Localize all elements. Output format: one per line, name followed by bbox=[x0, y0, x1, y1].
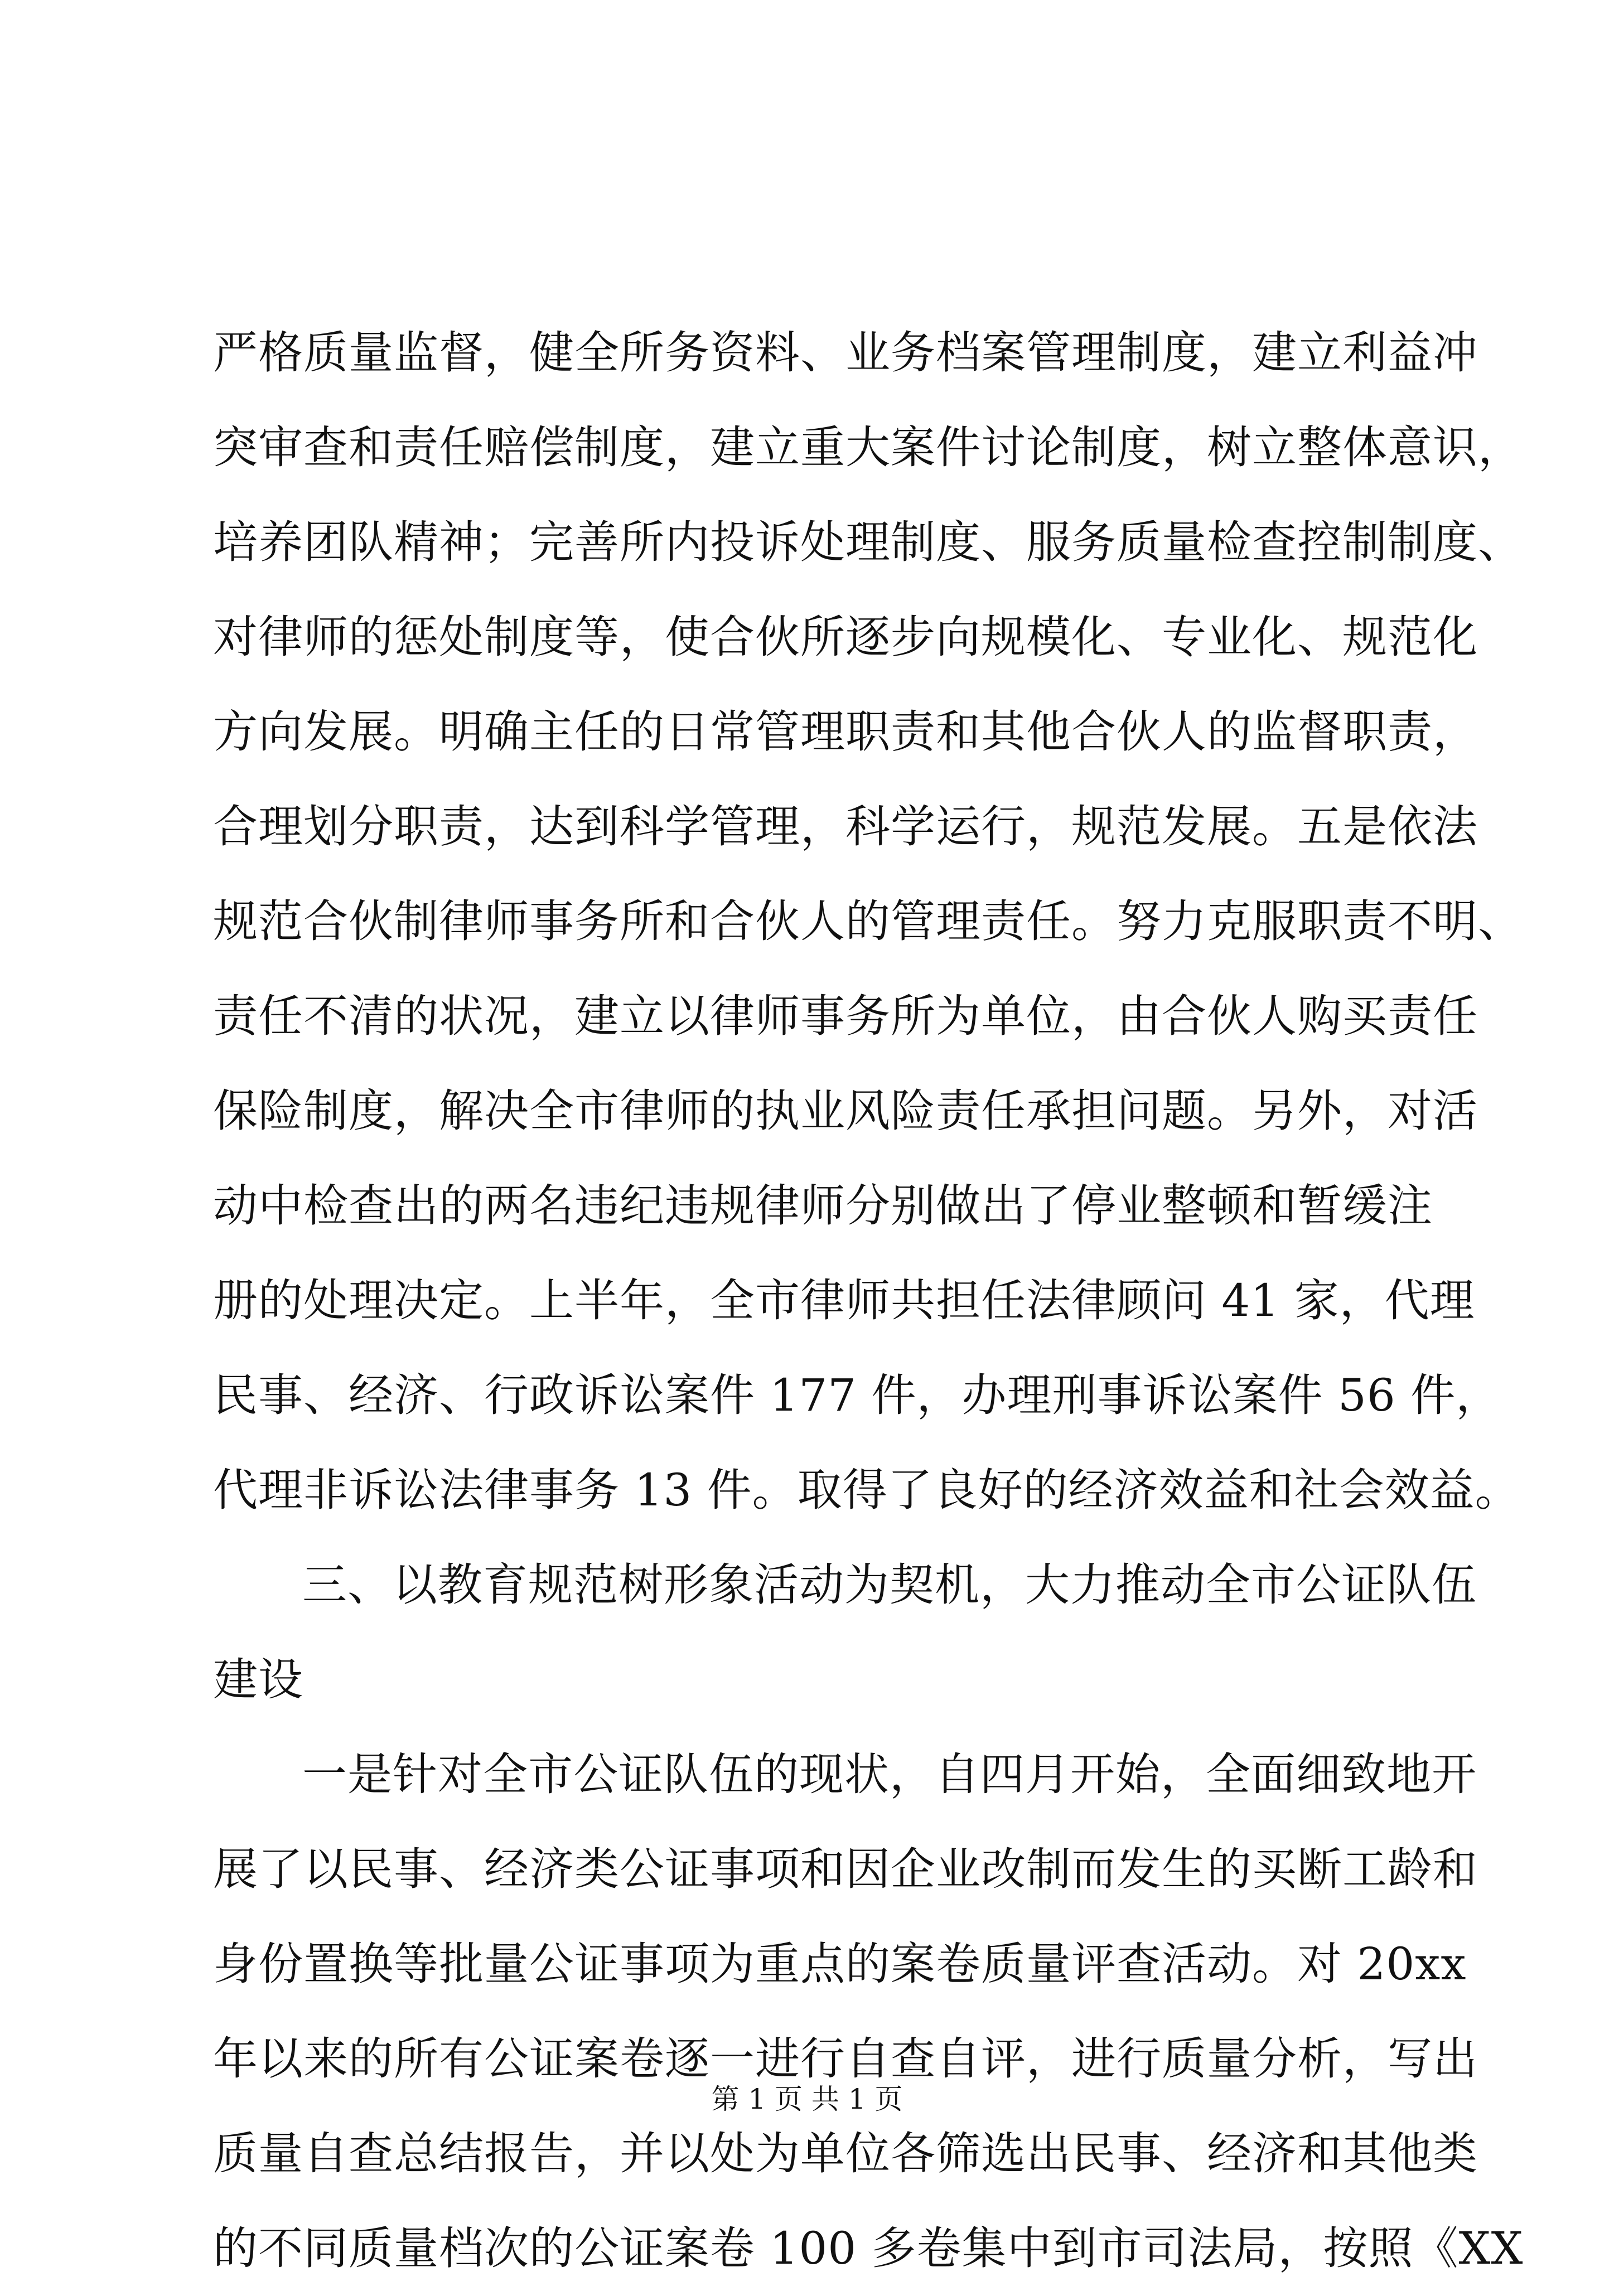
text-line: 代理非诉讼法律事务 13 件。取得了良好的经济效益和社会效益。 bbox=[213, 1464, 1520, 1516]
text-line: 保险制度，解决全市律师的执业风险责任承担问题。另外，对活 bbox=[213, 1085, 1478, 1137]
document-body bbox=[213, 306, 1524, 2296]
text-line: 质量自查总结报告，并以处为单位各筛选出民事、经济和其他类 bbox=[213, 2128, 1478, 2179]
page-number-footer: 第 1 页 共 1 页 bbox=[711, 2083, 903, 2115]
text-line: 严格质量监督，健全所务资料、业务档案管理制度，建立利益冲 bbox=[213, 327, 1478, 379]
text-line: 动中检查出的两名违纪违规律师分别做出了停业整顿和暂缓注 bbox=[213, 1180, 1433, 1232]
text-line: 合理划分职责，达到科学管理，科学运行，规范发展。五是依法 bbox=[213, 801, 1478, 852]
text-line: 身份置换等批量公证事项为重点的案卷质量评查活动。对 20xx bbox=[213, 1938, 1467, 1990]
text-line: 年以来的所有公证案卷逐一进行自查自评，进行质量分析，写出 bbox=[213, 2033, 1478, 2085]
text-line: 的不同质量档次的公证案卷 100 多卷集中到市司法局，按照《XX bbox=[213, 2222, 1524, 2274]
text-line: 责任不清的状况，建立以律师事务所为单位，由合伙人购买责任 bbox=[213, 990, 1478, 1042]
text-line: 培养团队精神；完善所内投诉处理制度、服务质量检查控制制度、 bbox=[213, 516, 1523, 568]
text-line: 规范合伙制律师事务所和合伙人的管理责任。努力克服职责不明、 bbox=[213, 895, 1523, 947]
text-line: 一是针对全市公证队伍的现状，自四月开始，全面细致地开 bbox=[302, 1748, 1477, 1800]
text-line: 突审查和责任赔偿制度，建立重大案件讨论制度，树立整体意识， bbox=[213, 422, 1523, 473]
text-line: 民事、经济、行政诉讼案件 177 件，办理刑事诉讼案件 56 件， bbox=[213, 1369, 1501, 1421]
text-line: 方向发展。明确主任的日常管理职责和其他合伙人的监督职责， bbox=[213, 706, 1478, 758]
section-heading-continued: 建设 bbox=[213, 1654, 303, 1706]
text-line: 对律师的惩处制度等，使合伙所逐步向规模化、专业化、规范化 bbox=[213, 611, 1478, 663]
text-line: 展了以民事、经济类公证事项和因企业改制而发生的买断工龄和 bbox=[213, 1843, 1478, 1895]
section-heading: 三、以教育规范树形象活动为契机，大力推动全市公证队伍 bbox=[302, 1559, 1477, 1611]
text-line: 册的处理决定。上半年，全市律师共担任法律顾问 41 家，代理 bbox=[213, 1275, 1475, 1326]
